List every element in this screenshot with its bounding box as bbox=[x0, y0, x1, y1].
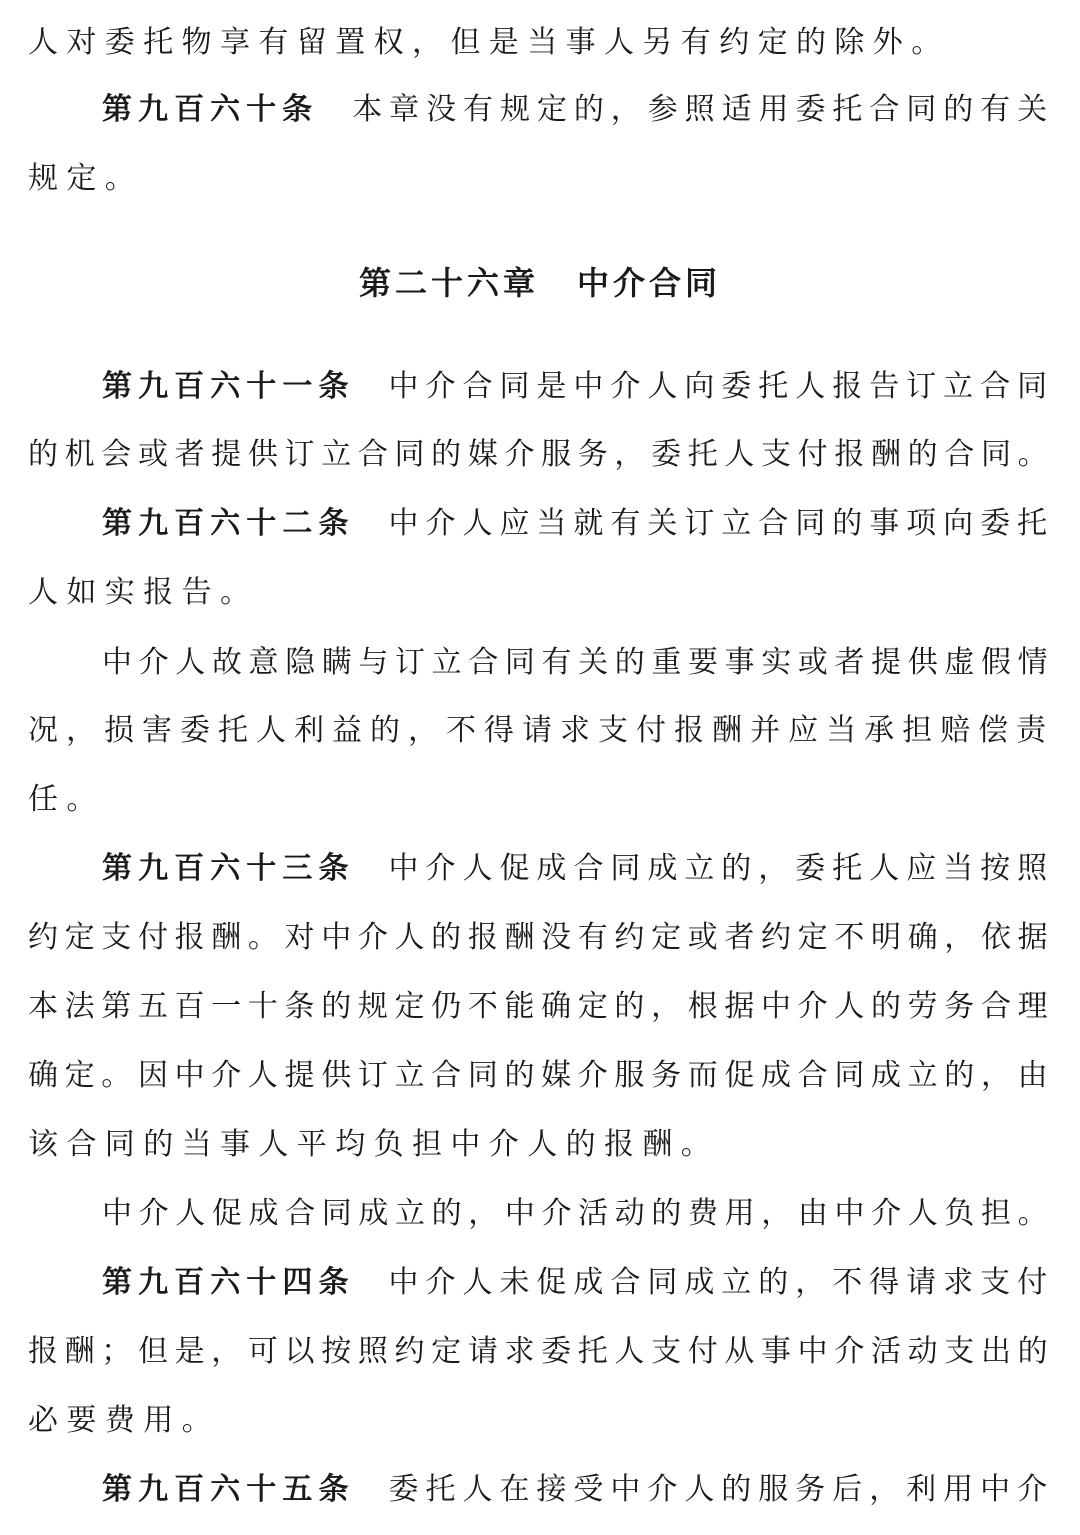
line-text: 中介人促成合同成立的，中介活动的费用，由中介人负担。 bbox=[102, 1196, 1054, 1231]
line-text: 该合同的当事人平均负担中介人的报酬。 bbox=[28, 1127, 720, 1162]
article-number: 第九百六十三条 bbox=[102, 851, 355, 886]
text-line bbox=[28, 915, 1054, 961]
line-text: 确定。因中介人提供订立合同的媒介服务而促成合同成立的，由 bbox=[28, 1058, 1054, 1093]
article-line bbox=[102, 1467, 1054, 1513]
line-text: 必要费用。 bbox=[28, 1403, 220, 1438]
line-text: 中介人未促成合同成立的，不得请求支付 bbox=[388, 1265, 1055, 1300]
article-number: 第九百六十条 bbox=[102, 92, 319, 127]
article-number: 第九百六十二条 bbox=[102, 506, 355, 541]
line-text: 中介合同是中介人向委托人报告订立合同 bbox=[388, 369, 1055, 404]
article-number: 第九百六十五条 bbox=[102, 1472, 355, 1507]
line-text: 人对委托物享有留置权，但是当事人另有约定的除外。 bbox=[28, 25, 950, 60]
line-text: 本法第五百一十条的规定仍不能确定的，根据中介人的劳务合理 bbox=[28, 989, 1054, 1024]
text-line bbox=[28, 432, 1054, 478]
article-line bbox=[102, 846, 1054, 892]
text-line bbox=[28, 1122, 1054, 1168]
text-line bbox=[28, 156, 1054, 202]
text-line bbox=[28, 984, 1054, 1030]
chapter-heading bbox=[0, 258, 1080, 308]
text-line bbox=[28, 777, 1054, 823]
article-line bbox=[102, 364, 1054, 410]
line-text: 的机会或者提供订立合同的媒介服务，委托人支付报酬的合同。 bbox=[28, 437, 1054, 472]
article-line bbox=[102, 1260, 1054, 1306]
line-text: 况，损害委托人利益的，不得请求支付报酬并应当承担赔偿责 bbox=[28, 713, 1054, 748]
line-text: 规定。 bbox=[28, 161, 144, 196]
line-text: 中介人应当就有关订立合同的事项向委托 bbox=[388, 506, 1055, 541]
article-number: 第九百六十一条 bbox=[102, 369, 355, 404]
line-text: 约定支付报酬。对中介人的报酬没有约定或者约定不明确，依据 bbox=[28, 920, 1054, 955]
chapter-title: 中介合同 bbox=[577, 264, 722, 302]
text-line bbox=[28, 1053, 1054, 1099]
line-text: 中介人故意隐瞒与订立合同有关的重要事实或者提供虚假情 bbox=[102, 645, 1054, 680]
line-text: 中介人促成合同成立的，委托人应当按照 bbox=[388, 851, 1055, 886]
text-line bbox=[28, 1398, 1054, 1444]
text-line bbox=[28, 20, 1054, 66]
line-text: 委托人在接受中介人的服务后，利用中介 bbox=[388, 1472, 1055, 1507]
chapter-number: 第二十六章 bbox=[358, 264, 539, 302]
line-text: 人如实报告。 bbox=[28, 575, 259, 610]
text-line bbox=[102, 640, 1054, 686]
line-text: 任。 bbox=[28, 782, 105, 817]
article-line bbox=[102, 87, 1054, 133]
line-text: 本章没有规定的，参照适用委托合同的有关 bbox=[352, 92, 1055, 127]
text-line bbox=[102, 1191, 1054, 1237]
text-line bbox=[28, 1329, 1054, 1375]
article-line bbox=[102, 501, 1054, 547]
text-line bbox=[28, 570, 1054, 616]
article-number: 第九百六十四条 bbox=[102, 1265, 355, 1300]
line-text: 报酬；但是，可以按照约定请求委托人支付从事中介活动支出的 bbox=[28, 1334, 1054, 1369]
text-line bbox=[28, 708, 1054, 754]
